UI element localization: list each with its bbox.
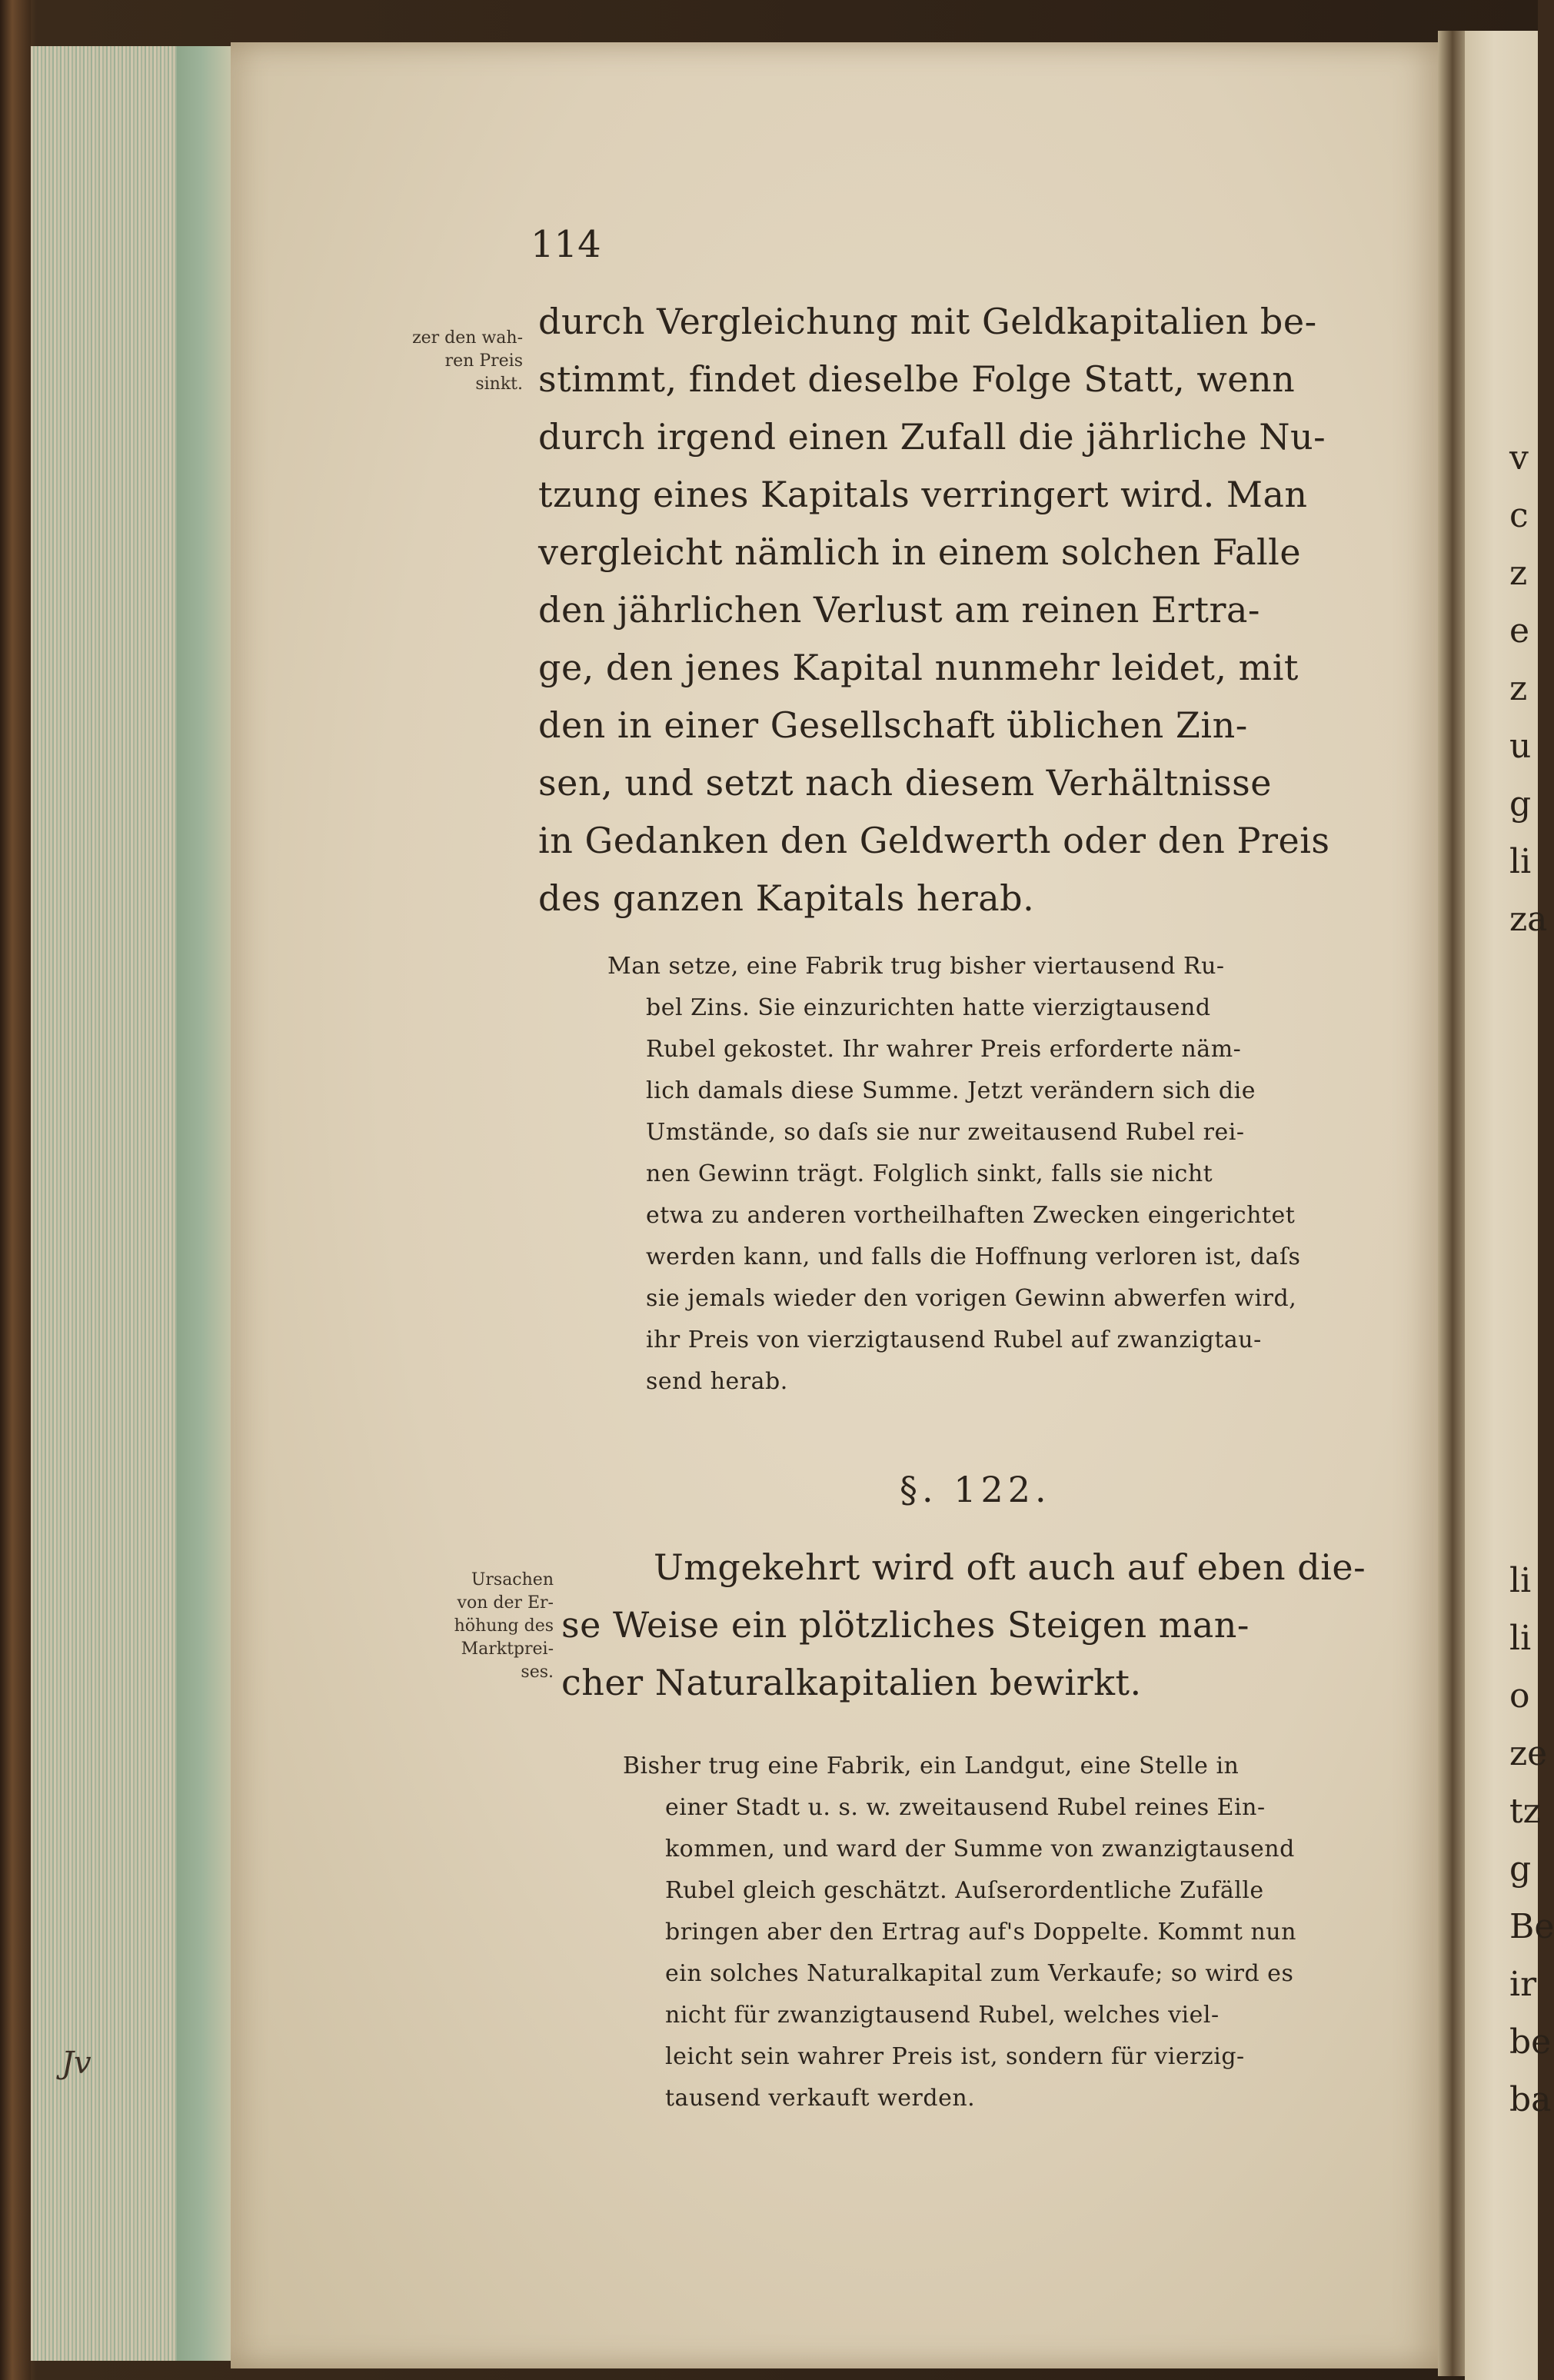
paragraph-line: stimmt, findet dieselbe Folge Statt, wenn xyxy=(538,358,1296,400)
facing-page-fragment: Be xyxy=(1509,1907,1554,1946)
paragraph-line: Umgekehrt wird oft auch auf eben die- xyxy=(654,1546,1366,1588)
note-line: Rubel gleich geschätzt. Auſserordentliche Zufälle xyxy=(665,1877,1264,1904)
facing-page-fragment: c xyxy=(1509,496,1529,535)
book-cover-edge xyxy=(0,0,31,2380)
facing-page-fragment: be xyxy=(1509,2022,1552,2062)
page-number: 114 xyxy=(531,223,601,266)
marginal-note-line: höhung des xyxy=(454,1616,554,1636)
marginal-note-line: zer den wah- xyxy=(412,328,523,348)
note-line: werden kann, und falls die Hoffnung verloren ist, daſs xyxy=(646,1243,1301,1270)
facing-page xyxy=(1465,31,1554,2380)
marginal-note-line: sinkt. xyxy=(475,374,523,394)
note-line: bel Zins. Sie einzurichten hatte vierzigtausend xyxy=(646,994,1211,1021)
note-line: nicht für zwanzigtausend Rubel, welches viel- xyxy=(665,2002,1220,2029)
paragraph-line: den jährlichen Verlust am reinen Ertra- xyxy=(538,589,1260,631)
book-gutter xyxy=(1438,31,1467,2376)
paragraph-line: vergleicht nämlich in einem solchen Falle xyxy=(538,531,1302,573)
facing-page-fragment: tz xyxy=(1509,1792,1541,1831)
facing-page-fragment: li xyxy=(1509,1561,1532,1600)
paragraph-line: tzung eines Kapitals verringert wird. Man xyxy=(538,474,1308,515)
note-line: send herab. xyxy=(646,1368,788,1395)
marginal-note-2 xyxy=(392,1569,554,1684)
facing-page-fragment: ba xyxy=(1509,2080,1552,2119)
marginal-note-line: von der Er- xyxy=(457,1593,554,1613)
marginal-note-line: ren Preis xyxy=(444,351,523,371)
note-line: ein solches Naturalkapital zum Verkaufe; so wird es xyxy=(665,1960,1294,1987)
marginal-note-line: ses. xyxy=(521,1663,554,1682)
facing-page-fragment: za xyxy=(1509,900,1548,939)
facing-page-fragment: li xyxy=(1509,1619,1532,1658)
paragraph-line: se Weise ein plötzliches Steigen man- xyxy=(561,1604,1250,1646)
note-line: Man setze, eine Fabrik trug bisher viertausend Ru- xyxy=(607,953,1225,980)
marginal-note-line: Ursachen xyxy=(471,1570,554,1589)
section-heading: §. 122. xyxy=(900,1469,1051,1510)
note-line: lich damals diese Summe. Jetzt verändern sich die xyxy=(646,1077,1256,1104)
note-line: etwa zu anderen vortheilhaften Zwecken eingerichtet xyxy=(646,1202,1296,1229)
facing-page-fragment: z xyxy=(1509,554,1528,593)
page-stack-shade xyxy=(177,46,238,2361)
facing-page-fragment: ir xyxy=(1509,1965,1537,2004)
paragraph-line: in Gedanken den Geldwerth oder den Preis xyxy=(538,820,1330,861)
marginal-note-1 xyxy=(361,327,523,396)
marginal-note-line: Marktprei- xyxy=(461,1639,554,1659)
note-line: kommen, und ward der Summe von zwanzigtausend xyxy=(665,1836,1295,1862)
note-line: einer Stadt u. s. w. zweitausend Rubel reines Ein- xyxy=(665,1794,1266,1821)
facing-page-fragment: o xyxy=(1509,1676,1530,1716)
facing-page-fragment: u xyxy=(1509,727,1532,766)
paragraph-line: des ganzen Kapitals herab. xyxy=(538,877,1035,919)
note-line: Rubel gekostet. Ihr wahrer Preis erforderte näm- xyxy=(646,1036,1242,1063)
note-line: nen Gewinn trägt. Folglich sinkt, falls sie nicht xyxy=(646,1160,1213,1187)
paragraph-line: durch Vergleichung mit Geldkapitalien be- xyxy=(538,301,1317,342)
facing-page-fragment: g xyxy=(1509,784,1532,824)
paragraph-line: den in einer Gesellschaft üblichen Zin- xyxy=(538,704,1248,746)
note-line: leicht sein wahrer Preis ist, sondern für vierzig- xyxy=(665,2043,1245,2070)
facing-page-fragment: ze xyxy=(1509,1734,1548,1773)
facing-page-fragment: g xyxy=(1509,1849,1532,1889)
paragraph-line: cher Naturalkapitalien bewirkt. xyxy=(561,1662,1142,1703)
facing-page-fragment: li xyxy=(1509,842,1532,881)
facing-page-fragment: v xyxy=(1509,438,1529,478)
paragraph-line: sen, und setzt nach diesem Verhältnisse xyxy=(538,762,1272,804)
note-line: bringen aber den Ertrag auf's Doppelte. Kommt nun xyxy=(665,1919,1296,1946)
note-line: tausend verkauft werden. xyxy=(665,2085,976,2112)
facing-page-fragment: e xyxy=(1509,611,1530,651)
note-line: sie jemals wieder den vorigen Gewinn abwerfen wird, xyxy=(646,1285,1297,1312)
note-line: ihr Preis von vierzigtausend Rubel auf zwanzigtau- xyxy=(646,1326,1262,1353)
paragraph-line: ge, den jenes Kapital nunmehr leidet, mit xyxy=(538,647,1299,688)
facing-page-fragment: z xyxy=(1509,669,1528,708)
note-line: Umstände, so daſs sie nur zweitausend Rubel rei- xyxy=(646,1119,1245,1146)
note-line: Bisher trug eine Fabrik, ein Landgut, eine Stelle in xyxy=(623,1753,1240,1779)
paragraph-line: durch irgend einen Zufall die jährliche Nu- xyxy=(538,416,1326,458)
stray-mark: Jv xyxy=(62,2045,92,2081)
